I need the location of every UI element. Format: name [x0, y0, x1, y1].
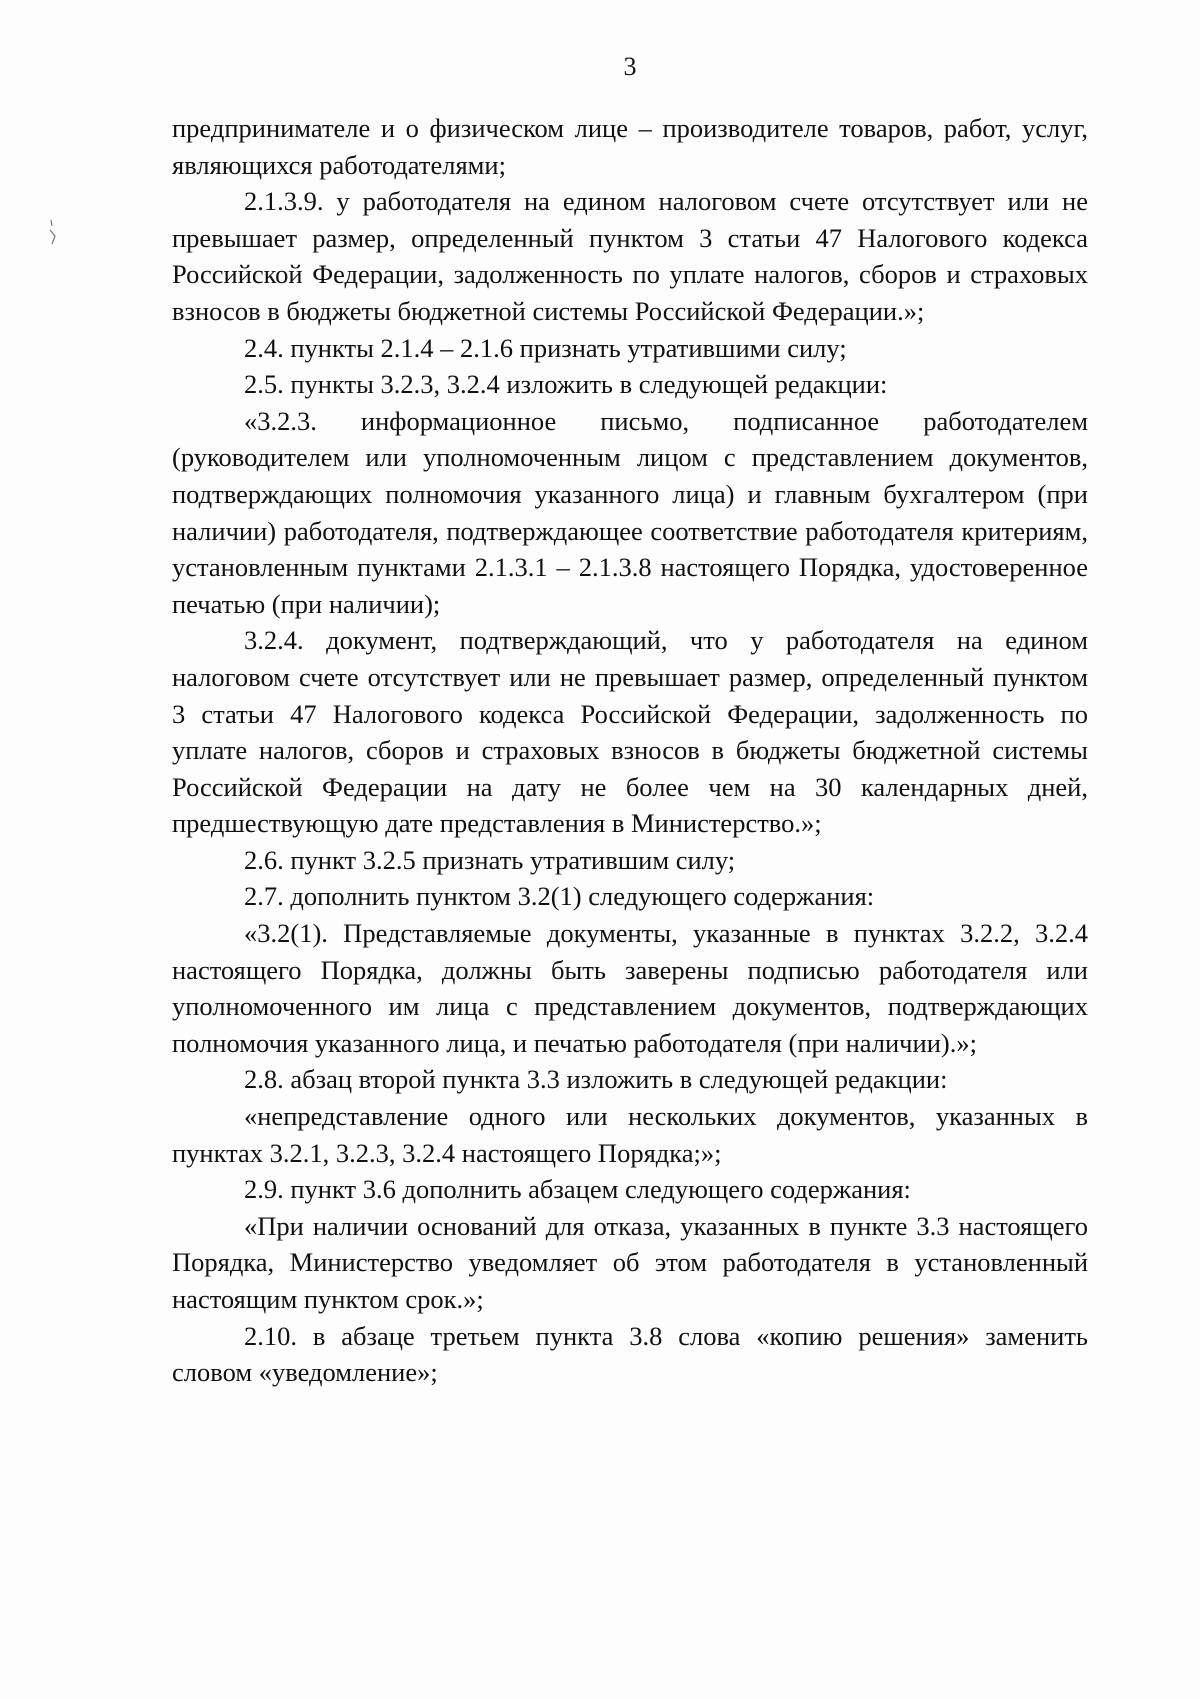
paragraph: 2.9. пункт 3.6 дополнить абзацем следующего содержания: — [244, 1174, 911, 1205]
paragraph: 3.2.4. документ, подтверждающий, что у работодателя на едином налоговом счете отсутствует или не превышает размер, определенный пунктом 3 статьи 47 Налогового кодекса Российской Федерации, задолженность по уплате налогов, сборов и страховых взносов в бюджеты бюджетной системы Российской Федерации на дату не более чем на 30 календарных дней, предшествующую дате представления в Министерство.»; — [172, 625, 1088, 839]
paragraph: 2.6. пункт 3.2.5 признать утратившим силу; — [244, 844, 736, 875]
document-body — [172, 110, 1088, 1391]
paragraph: «3.2.3. информационное письмо, подписанное работодателем (руководителем или уполномоченным лицом с представлением документов, подтверждающих полномочия указанного лица) и главным бухгалтером (при наличии) работодателя, подтверждающее соответствие работодателя критериям, установленным пунктами 2.1.3.1 – 2.1.3.8 настоящего Порядка, удостоверенное печатью (при наличии); — [172, 405, 1088, 619]
page-number: 3 — [623, 52, 637, 81]
paragraph: «3.2(1). Представляемые документы, указанные в пунктах 3.2.2, 3.2.4 настоящего Порядка, должны быть заверены подписью работодателя или уполномоченного им лица с представлением документов, подтверждающих полномочия указанного лица, и печатью работодателя (при наличии).»; — [172, 918, 1088, 1058]
paragraph: 2.10. в абзаце третьем пункта 3.8 слова «копию решения» заменить словом «уведомление»; — [172, 1320, 1088, 1388]
paragraph: 2.1.3.9. у работодателя на едином налоговом счете отсутствует или не превышает размер, определенный пунктом 3 статьи 47 Налогового кодекса Российской Федерации, задолженность по уплате налогов, сборов и страховых взносов в бюджеты бюджетной системы Российской Федерации.»; — [172, 186, 1088, 326]
paragraph: 2.7. дополнить пунктом 3.2(1) следующего содержания: — [244, 881, 875, 912]
margin-pen-mark — [48, 218, 58, 248]
paragraph: 2.4. пункты 2.1.4 – 2.1.6 признать утратившими силу; — [244, 332, 847, 363]
paragraph: «При наличии оснований для отказа, указанных в пункте 3.3 настоящего Порядка, Министерство уведомляет об этом работодателя в установленный настоящим пунктом срок.»; — [172, 1210, 1088, 1314]
paragraph: 2.5. пункты 3.2.3, 3.2.4 изложить в следующей редакции: — [244, 369, 888, 400]
paragraph: 2.8. абзац второй пункта 3.3 изложить в следующей редакции: — [244, 1064, 948, 1095]
paragraph: предпринимателе и о физическом лице – производителе товаров, работ, услуг, являющихся работодателями; — [172, 113, 1088, 180]
paragraph: «непредставление одного или нескольких документов, указанных в пунктах 3.2.1, 3.2.3, 3.2.4 настоящего Порядка;»; — [172, 1101, 1088, 1168]
